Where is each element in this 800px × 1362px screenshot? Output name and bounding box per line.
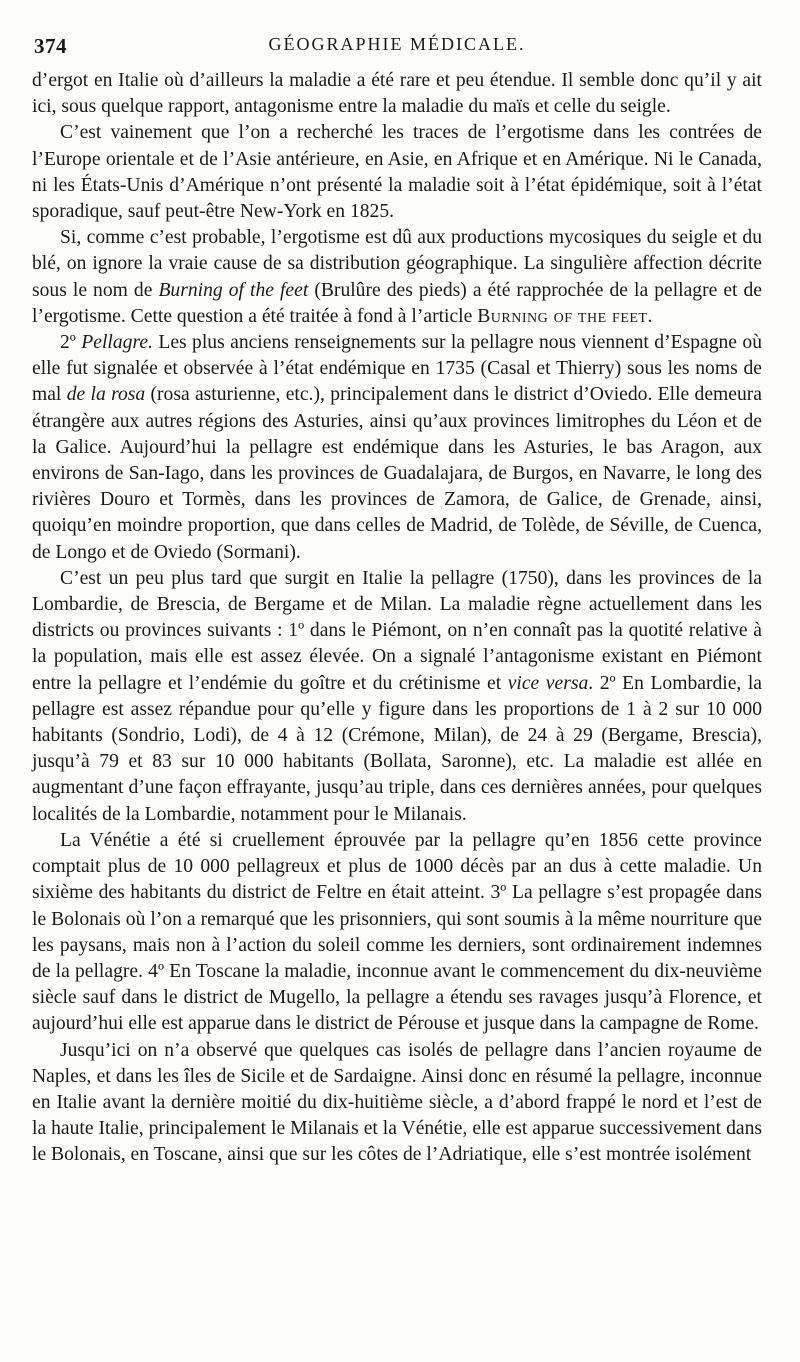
paragraph-ergotisme-recherche [32, 120, 762, 225]
paragraph-pellagre-venetie [32, 828, 762, 1038]
page-number: 374 [34, 34, 67, 58]
paragraph-text: C’est un peu plus tard que surgit en Italie la pellagre (1750), dans les provinces de la Lombardie, de Brescia, de Bergame et de Milan. La maladie règne actuellement dans les districts ou provinces suivants : 1º dans le Piémont, on n’en connaît pas la quotité relative à la population, mais elle est assez élevée. On a signalé l’antagonisme existant en Piémont entre la pellagre et l’endémie du goître et du crétinisme et [32, 567, 762, 694]
paragraph-text: Jusqu’ici on n’a observé que quelques cas isolés de pellagre dans l’ancien royaume de Naples, et dans les îles de Sicile et de Sardaigne. Ainsi donc en résumé la pellagre, inconnue en Italie avant la dernière moitié du dix-huitième siècle, a d’abord frappé le nord et l’est de la haute Italie, principalement le Milanais et la Vénétie, elle est apparue successivement dans le Bolonais, en Toscane, ainsi que sur les côtes de l’Adriatique, elle s’est montrée isolément [32, 1039, 762, 1166]
page-header [32, 30, 762, 68]
paragraph-text: Si, comme c’est probable, l’ergotisme est dû aux productions mycosiques du seigle et du blé, on ignore la vraie cause de sa distribution géographique. La singulière affection décrite sous le nom de [32, 227, 762, 301]
section-title: Pellagre. [81, 332, 153, 354]
paragraph-text: (rosa asturienne, etc.), principalement dans le district d’Oviedo. Elle demeura étrangère aux autres régions des Asturies, ainsi qu’aux provinces limitrophes du Léon et de la Galice. Aujourd’hui la pellagre est endémique dans les Asturies, le bas Aragon, aux environs de San-Iago, dans les provinces de Guadalajara, de Burgos, en Navarre, le long des rivières Douro et Tormès, dans les provinces de Zamora, de Galice, de Grenade, ainsi, quoiqu’en moindre proportion, que dans celles de Madrid, de Tolède, de Séville, de Cuenca, de Longo et de Oviedo (Sormani). [32, 384, 762, 563]
paragraph-text: d’ergot en Italie où d’ailleurs la maladie a été rare et peu étendue. Il semble donc qu’il y ait ici, sous quelque rapport, antagonisme entre la maladie du maïs et celle du seigle. [32, 70, 762, 118]
body-text [32, 68, 762, 1169]
paragraph-text: . [647, 305, 653, 327]
paragraph-text: (Brulûre des pieds) a été rapprochée de la pellagre et de l’ergotisme. Cette question a été traitée à fond à l’article [32, 279, 763, 327]
italic-term: Burning of the feet [158, 279, 309, 301]
article-reference: Burning of the feet [477, 305, 648, 327]
paragraph-text: La Vénétie a été si cruellement éprouvée par la pellagre qu’en 1856 cette province comptait plus de 10 000 pellagreux et plus de 1000 décès par an dus à cette maladie. Un sixième des habitants du district de Feltre en était atteint. 3º La pellagre s’est propagée dans le Bolonais où l’on a remarqué que les prisonniers, qui sont soumis à la même nourriture que les paysans, mais non à l’action du soleil comme les derniers, sont ordinairement indemnes de la pellagre. 4º En Toscane la maladie, inconnue avant le commencement du dix-neuvième siècle sauf dans le district de Mugello, la pellagre a étendu ses ravages jusqu’à Florence, et aujourd’hui elle est apparue dans le district de Pérouse et jusque dans la campagne de Rome. [32, 829, 762, 1035]
section-number: 2º [60, 332, 82, 354]
paragraph-text: C’est vainement que l’on a recherché les traces de l’ergotisme dans les contrées de l’Europe orientale et de l’Asie antérieure, en Asie, en Afrique et en Amérique. Ni le Canada, ni les États-Unis d’Amérique n’ont présenté la maladie soit à l’état épidémique, soit à l’état sporadique, sauf peut-être New-York en 1825. [32, 122, 762, 223]
paragraph-pellagre-naples [32, 1038, 762, 1169]
paragraph-pellagre-espagne [32, 330, 762, 566]
italic-term: de la rosa [66, 384, 146, 406]
paragraph-text: Les plus anciens renseignements sur la pellagre nous viennent d’Espagne où elle fut signalée et observée à l’état endémique en 1735 (Casal et Thierry) sous les noms de mal [32, 332, 762, 406]
paragraph-pellagre-italie [32, 566, 762, 828]
paragraph-text: . 2º En Lombardie, la pellagre est assez répandue pour qu’elle y figure dans les proportions de 1 à 2 sur 10 000 habitants (Sondrio, Lodi), de 4 à 12 (Crémone, Milan), de 24 à 29 (Bergame, Brescia), jusqu’à 79 et 83 sur 10 000 habitants (Bollata, Saronne), etc. La maladie est allée en augmentant d’une façon effrayante, jusqu’au triple, dans ces dernières années, pour quelques localités de la Lombardie, notamment pour le Milanais. [32, 672, 762, 825]
italic-term: vice versa [507, 672, 589, 694]
paragraph-ergot-italie [32, 68, 762, 120]
running-head: GÉOGRAPHIE MÉDICALE. [268, 34, 526, 54]
paragraph-ergotisme-cause [32, 225, 762, 330]
